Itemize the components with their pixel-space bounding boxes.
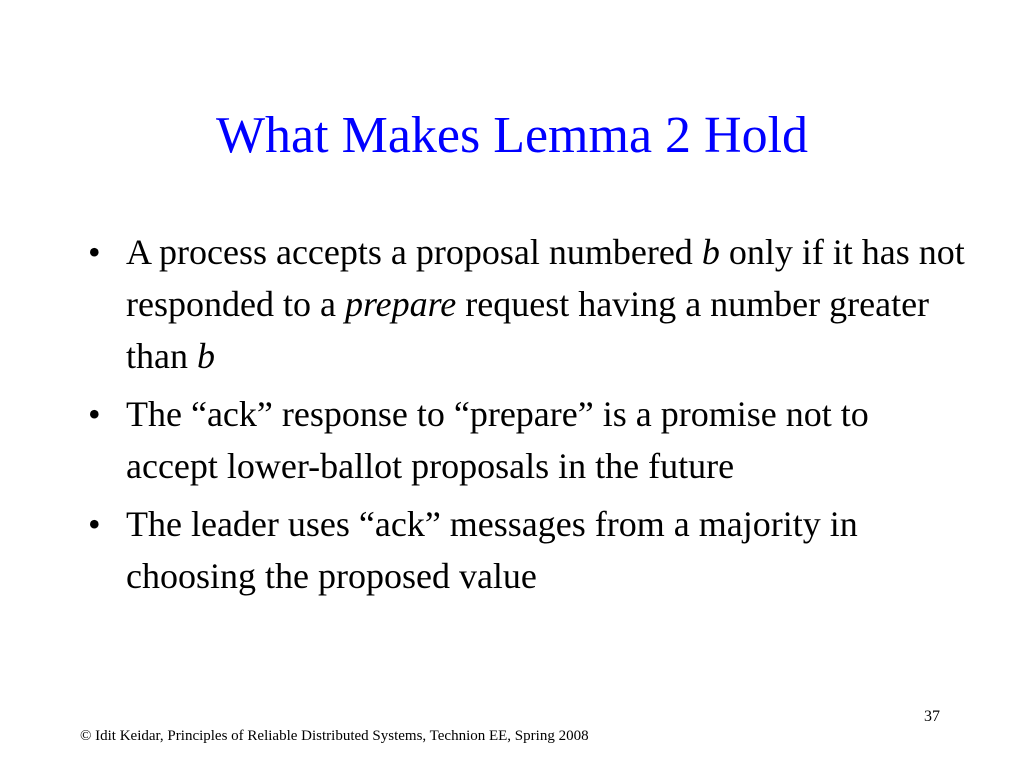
bullet-text: [126, 394, 869, 486]
bullet-text-segment-italic: prepare: [344, 284, 457, 324]
bullet-text-segment: The leader uses “ack” messages from a majority in choosing the proposed value: [126, 504, 858, 596]
slide-title: What Makes Lemma 2 Hold: [215, 107, 809, 164]
bullet-text: [126, 504, 858, 596]
bullet-marker: •: [88, 232, 101, 272]
bullet-text-segment: only if it has not responded to a: [126, 232, 965, 324]
bullet-list: [88, 226, 968, 608]
bullet-text-segment-italic: b: [701, 232, 720, 272]
bullet-text-segment: A process accepts a proposal numbered: [126, 232, 702, 272]
slide-number: 37: [924, 708, 940, 725]
footer-copyright: © Idit Keidar, Principles of Reliable Distributed Systems, Technion EE, Spring 2008: [80, 728, 589, 744]
bullet-text-segment: request having a number greater than: [126, 284, 930, 376]
bullet-text: [126, 232, 965, 376]
bullet-item: [88, 226, 968, 382]
bullet-text-segment: The “ack” response to “prepare” is a promise not to accept lower-ballot proposals in the future: [126, 394, 869, 486]
bullet-item: [88, 498, 968, 602]
bullet-item: [88, 388, 968, 492]
bullet-marker: •: [88, 504, 101, 544]
bullet-text-segment-italic: b: [196, 336, 215, 376]
bullet-marker: •: [88, 394, 101, 434]
